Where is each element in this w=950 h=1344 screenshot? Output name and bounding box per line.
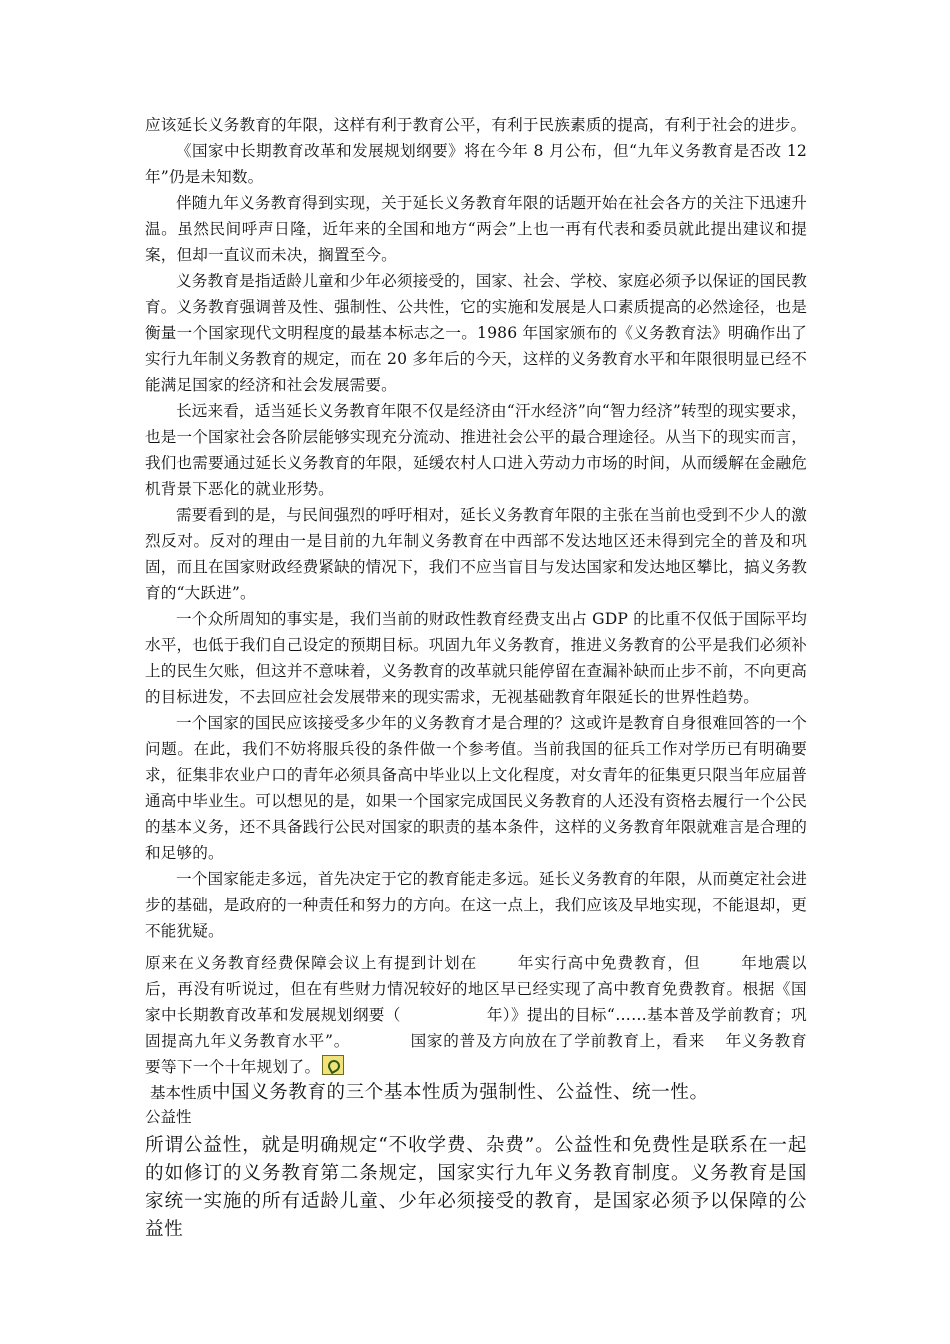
gap-text-b: 年实行高中免费教育，但 (517, 954, 701, 972)
gap-text-c: 年地震以后，再没有听说过，但在有些财力情况较好的地区早已经实现了高中教育免费教育。根据《国家中长期教育改革和发展规划纲要（ (145, 954, 807, 1024)
subheading-public-welfare: 公益性 (145, 1108, 192, 1126)
paragraph-8: 一个国家的国民应该接受多少年的义务教育才是合理的？这或许是教育自身很难回答的一个问题。在此，我们不妨将服兵役的条件做一个参考值。当前我国的征兵工作对学历已有明确要求，征集非农业户口的青年必须具备高中毕业以上文化程度，对女青年的征集更只限当年应届普通高中毕业生。可以想见的是，如果一个国家完成国民义务教育的人还没有资格去履行一个公民的基本义务，还不具备践行公民对国家的职责的基本条件，这样的义务教育年限就难言是合理的和足够的。 (145, 714, 807, 862)
basic-nature-label: 基本性质 (149, 1084, 212, 1102)
paragraph-5: 长远来看，适当延长义务教育年限不仅是经济由“汗水经济”向“智力经济”转型的现实要求，也是一个国家社会各阶层能够实现充分流动、推进社会公平的最合理途径。从当下的现实而言，我们也需要通过延长义务教育的年限，延缓农村人口进入劳动力市场的时间，从而缓解在金融危机背景下恶化的就业形势。 (145, 402, 807, 498)
paragraph-6: 需要看到的是，与民间强烈的呼吁相对，延长义务教育年限的主张在当前也受到不少人的激烈反对。反对的理由一是目前的九年制义务教育在中西部不发达地区还未得到完全的普及和巩固，而且在国家财政经费紧缺的情况下，我们不应当盲目与发达国家和发达地区攀比，搞义务教育的“大跃进”。 (145, 506, 807, 602)
gap-text-d: 年）》提出的目标“……基本普及学前教育；巩固提高九年义务教育水平”。 (145, 1006, 807, 1050)
paragraph-1: 应该延长义务教育的年限，这样有利于教育公平，有利于民族素质的提高，有利于社会的进步。 (145, 116, 807, 134)
paragraph-gaps (145, 950, 807, 1080)
closing-paragraph: 所谓公益性，就是明确规定“不收学费、杂费”。公益性和免费性是联系在一起的如修订的义务教育第二条规定，国家实行九年义务教育制度。义务教育是国家统一实施的所有适龄儿童、少年必须接受的教育，是国家必须予以保障的公益性 (145, 1135, 807, 1240)
paragraph-7: 一个众所周知的事实是，我们当前的财政性教育经费支出占 GDP 的比重不仅低于国际平均水平，也低于我们自己设定的预期目标。巩固九年义务教育，推进义务教育的公平是我们必须补上的民生欠账，但这并不意味着，义务教育的改革就只能停留在查漏补缺而止步不前，不向更高的目标进发，不去回应社会发展带来的现实需求，无视基础教育年限延长的世界性趋势。 (145, 610, 807, 706)
paragraph-2: 《国家中长期教育改革和发展规划纲要》将在今年 8 月公布，但“九年义务教育是否改 12 年”仍是未知数。 (145, 142, 807, 186)
document-page (145, 112, 807, 1244)
gap-text-e: 国家的普及方向放在了学前教育上，看来 (410, 1032, 706, 1050)
basic-nature-line (145, 1082, 807, 1104)
gap-text-f: 年义务教育要等下一个十年规划了。 (145, 1032, 807, 1076)
gap-text-a: 原来在义务教育经费保障会议上有提到计划在 (145, 954, 478, 972)
doc-object-icon[interactable] (322, 1055, 344, 1075)
paragraph-4: 义务教育是指适龄儿童和少年必须接受的，国家、社会、学校、家庭必须予以保证的国民教育。义务教育强调普及性、强制性、公共性，它的实施和发展是人口素质提高的必然途径，也是衡量一个国家现代文明程度的最基本标志之一。1986 年国家颁布的《义务教育法》明确作出了实行九年制义务教育的规定，而在 20 多年后的今天，这样的义务教育水平和年限很明显已经不能满足国家的经济和社会发展需要。 (145, 272, 807, 394)
basic-nature-text: 中国义务教育的三个基本性质为强制性、公益性、统一性。 (211, 1082, 709, 1103)
paragraph-3: 伴随九年义务教育得到实现，关于延长义务教育年限的话题开始在社会各方的关注下迅速升温。虽然民间呼声日隆，近年来的全国和地方“两会”上也一再有代表和委员就此提出建议和提案，但却一直议而未决，搁置至今。 (145, 194, 807, 264)
paragraph-9: 一个国家能走多远，首先决定于它的教育能走多远。延长义务教育的年限，从而奠定社会进步的基础，是政府的一种责任和努力的方向。在这一点上，我们应该及早地实现，不能退却，更不能犹疑。 (145, 870, 807, 940)
